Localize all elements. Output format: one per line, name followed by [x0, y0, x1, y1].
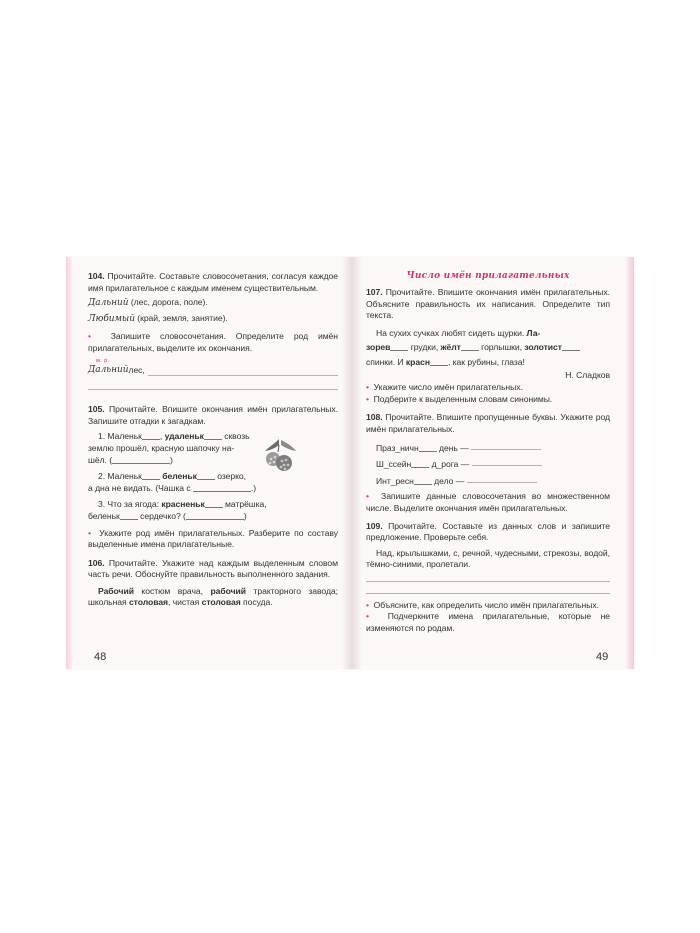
exercise-104: 104. Прочитайте. Составьте словосочетания, согласуя каждое имя прилагательное с каждым именем существительным. Дальний (лес, дорога, поле). Любимый (край, земля, занятие). • Запишите словосочетания. Определите род имён прилагательных, выделите их окончания. м. р. Дальний лес, [88, 271, 338, 390]
writing-line[interactable] [148, 366, 338, 376]
cursive-word: Дальний [88, 364, 129, 375]
ending-blank[interactable] [197, 471, 215, 480]
raspberry-illustration [259, 437, 299, 475]
ending-blank[interactable] [562, 342, 580, 351]
riddle-1: 1. Маленьк , удаленьк сквозь [98, 431, 250, 442]
author: Н. Сладков [565, 369, 610, 380]
bullet-icon: • [366, 599, 369, 610]
exercise-number: 104. [88, 271, 105, 281]
task-text: • Подберите к выделенным словам синонимы. [366, 393, 553, 404]
exercise-number: 105. [88, 404, 105, 415]
task-text: • Запишите данные словосочетания во множественном числе. Выделите окончания имён прилагательных. [366, 491, 610, 513]
right-page [352, 257, 634, 669]
ending-blank[interactable] [461, 342, 479, 351]
bullet-icon: • [88, 527, 91, 538]
bullet-icon: • [366, 611, 369, 622]
page-number: 48 [94, 651, 107, 663]
ending-blank[interactable] [414, 476, 432, 485]
exercise-text: Прочитайте. Укажите над каждым выделенным словом часть речи. Обоснуйте правильность выполненного задания. [88, 557, 338, 580]
ending-blank[interactable] [430, 357, 448, 366]
bullet-icon: • [366, 382, 369, 393]
phrase-row: Инт_ресн дело — [366, 474, 610, 488]
word-list: Над, крылышками, с, речной, чудесными, стрекозы, водой, тёмно-синими, пролетали. [366, 547, 610, 570]
open-workbook [66, 257, 634, 669]
task-text: • Укажите число имён прилагательных. [366, 382, 523, 393]
exercise-text: Прочитайте. Впишите окончания имён прилагательных. Объясните правильность их написания. Определите тип текста. [366, 287, 610, 321]
left-page-content [88, 271, 338, 609]
exercise-105: 105. Прочитайте. Впишите окончания имён прилагательных. Запишите отгадки к загадкам. 1. Маленьк , удаленьк сквозь землю прошёл, красную шапочку на- шёл. ( ) 2. Маленьк беленьк озерко, а дна не видать. (Чашка с .) 3. Что за ягода: красненьк матрёшка, беленьк сердечко? ( ) • Укажите род имён прилагательных. Разберите по составу выделенные имена прилагательные. [88, 404, 338, 550]
answer-blank[interactable] [112, 455, 170, 464]
bullet-icon: • [366, 491, 369, 502]
ending-blank[interactable] [205, 499, 223, 508]
right-page-content [366, 271, 610, 635]
writing-line[interactable] [88, 380, 338, 390]
exercise-sample: На сухих сучках любят сидеть щурки. Ла- [376, 327, 541, 338]
bullet-icon: • [366, 393, 369, 404]
exercise-number: 108. [366, 412, 383, 423]
cursive-word: Любимый [88, 313, 135, 324]
answer-line[interactable] [471, 441, 541, 450]
riddle-2: 2. Маленьк беленьк озерко, [98, 471, 246, 482]
exercise-text: Прочитайте. Составьте словосочетания, согласуя каждое имя прилагательное с каждым именем существительным. [88, 271, 338, 293]
writing-line[interactable] [366, 572, 610, 582]
exercise-text: Прочитайте. Впишите окончания имён прилагательных. Запишите отгадки к загадкам. [88, 404, 338, 426]
ending-blank[interactable] [419, 443, 437, 452]
cursive-word: Дальний [88, 298, 129, 309]
exercise-108 [366, 412, 610, 514]
bullet-icon: • [88, 331, 91, 342]
gender-mark: м. р. [96, 357, 110, 364]
answer-line[interactable] [472, 457, 542, 466]
exercise-text: Прочитайте. Составьте из данных слов и запишите предложение. Проверьте себя. [366, 520, 610, 543]
exercise-number: 106. [88, 557, 105, 568]
left-page [66, 257, 352, 669]
exercise-109 [366, 521, 610, 635]
exercise-text: Прочитайте. Впишите пропущенные буквы. Укажите род имён прилагательных. [366, 412, 610, 434]
exercise-107: 107. Прочитайте. Впишите окончания имён прилагательных. Объясните правильность их написания. Определите тип текста. На сухих сучках любят сидеть щурки. Ла- зорев грудки, жёлт горлышки, золотист спинки. И красн , как рубины, глаза! Н. Сладков • Укажите число имён прилагательных. • Подберите к выделенным словам синонимы. [366, 287, 610, 404]
ending-blank[interactable] [142, 431, 160, 440]
exercise-number: 107. [366, 287, 383, 297]
phrase-row: Ш_ссейн д_рога — [366, 457, 610, 471]
page-number: 49 [596, 651, 609, 663]
phrase-row: Праз_ничн день — [366, 441, 610, 455]
answer-line[interactable] [467, 474, 537, 483]
ending-blank[interactable] [120, 511, 138, 520]
ending-blank[interactable] [390, 342, 408, 351]
exercise-number: 109. [366, 520, 383, 531]
ending-blank[interactable] [204, 431, 222, 440]
answer-blank[interactable] [193, 483, 251, 492]
task-text: • Объясните, как определить число имён прилагательных. [366, 599, 599, 610]
ending-blank[interactable] [142, 471, 160, 480]
writing-line[interactable] [366, 584, 610, 594]
task-text: • Укажите род имён прилагательных. Разберите по составу выделенные имена прилагательные. [88, 527, 338, 550]
ending-blank[interactable] [411, 459, 429, 468]
riddle-3: 3. Что за ягода: красненьк матрёшка, [98, 499, 267, 510]
task-text: • Подчеркните имена прилагательные, которые не изменяются по родам. [366, 611, 610, 634]
answer-blank[interactable] [186, 511, 244, 520]
section-title: Число имён прилагательных [406, 271, 570, 281]
task-text: • Запишите словосочетания. Определите род имён прилагательных, выделите их окончания. [88, 331, 338, 353]
exercise-106 [88, 558, 338, 609]
exercise-sample: Рабочий костюм врача, рабочий тракторного завода; школьная столовая, чистая столовая посуда. [88, 585, 338, 608]
